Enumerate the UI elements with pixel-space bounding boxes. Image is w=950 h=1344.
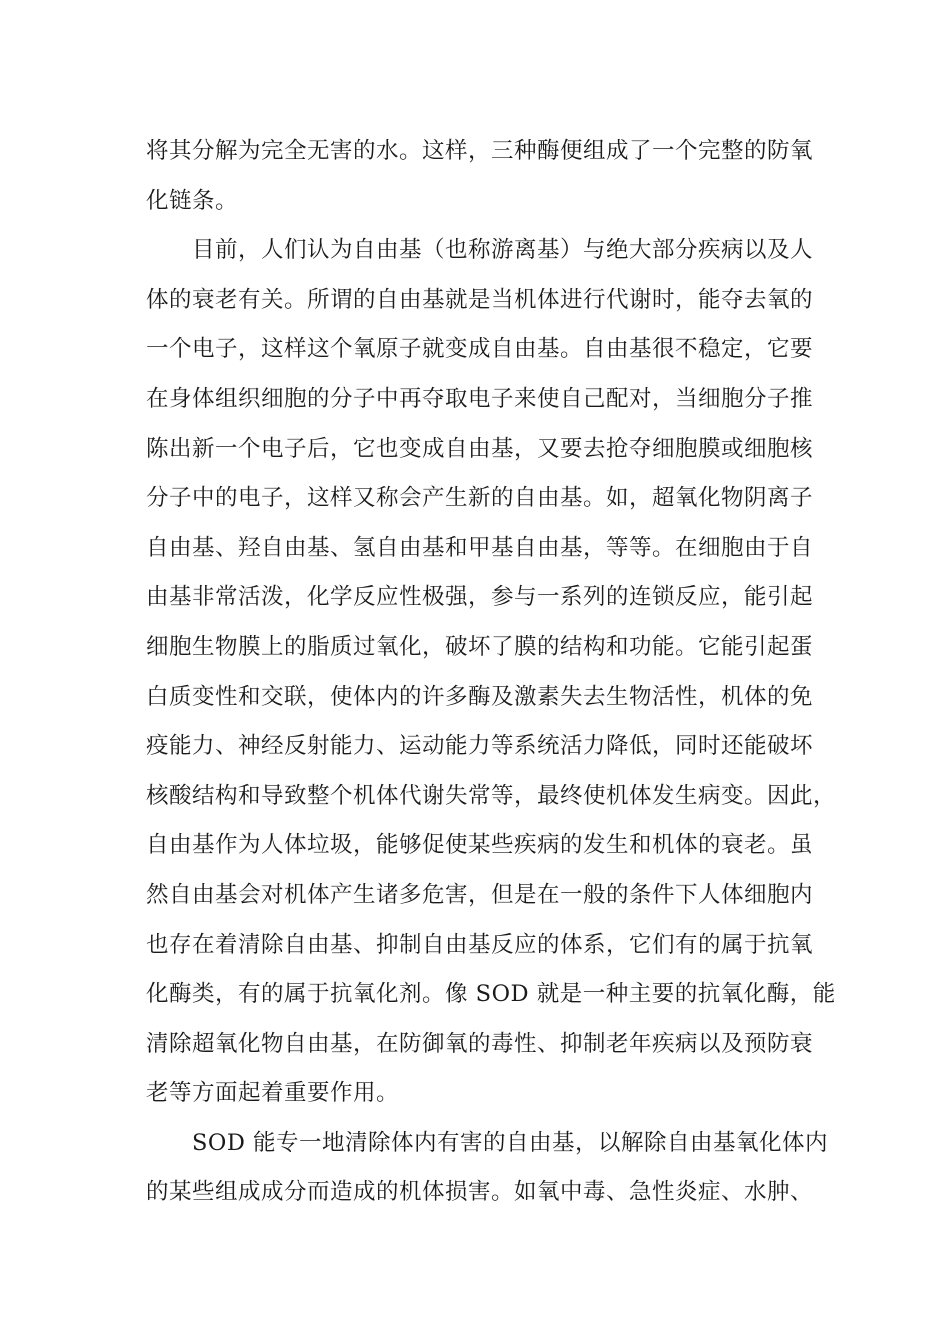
text-line: 老等方面起着重要作用。	[146, 1080, 400, 1107]
text-line: 由基非常活泼，化学反应性极强，参与一系列的连锁反应，能引起	[146, 584, 814, 611]
body-text	[146, 127, 837, 1218]
text-line: 陈出新一个电子后，它也变成自由基，又要去抢夺细胞膜或细胞核	[146, 435, 814, 462]
text-line: 体的衰老有关。所谓的自由基就是当机体进行代谢时，能夺去氧的	[146, 286, 814, 313]
text-line: 疫能力、神经反射能力、运动能力等系统活力降低，同时还能破坏	[146, 733, 814, 760]
text-line: 白质变性和交联，使体内的许多酶及激素失去生物活性，机体的免	[146, 683, 814, 710]
text-line: 清除超氧化物自由基，在防御氧的毒性、抑制老年疾病以及预防衰	[146, 1030, 814, 1057]
text-line: 自由基、羟自由基、氢自由基和甲基自由基，等等。在细胞由于自	[146, 534, 814, 561]
text-line: 化链条。	[146, 187, 239, 214]
paragraph-start-line: SOD 能专一地清除体内有害的自由基，以解除自由基氧化体内	[192, 1129, 829, 1156]
text-line: 核酸结构和导致整个机体代谢失常等，最终使机体发生病变。因此，	[146, 782, 837, 809]
paragraph-start-line: 目前，人们认为自由基（也称游离基）与绝大部分疾病以及人	[192, 237, 814, 264]
text-line: 将其分解为完全无害的水。这样，三种酶便组成了一个完整的防氧	[146, 138, 814, 164]
text-line: 然自由基会对机体产生诸多危害，但是在一般的条件下人体细胞内	[146, 881, 814, 908]
text-line: 的某些组成成分而造成的机体损害。如氧中毒、急性炎症、水肿、	[146, 1179, 814, 1206]
text-line: 一个电子，这样这个氧原子就变成自由基。自由基很不稳定，它要	[146, 336, 814, 363]
text-line: 也存在着清除自由基、抑制自由基反应的体系，它们有的属于抗氧	[146, 931, 814, 958]
text-line: 化酶类，有的属于抗氧化剂。像 SOD 就是一种主要的抗氧化酶，能	[146, 981, 836, 1008]
text-line: 在身体组织细胞的分子中再夺取电子来使自己配对，当细胞分子推	[146, 385, 814, 412]
text-line: 自由基作为人体垃圾，能够促使某些疾病的发生和机体的衰老。虽	[146, 832, 814, 859]
text-line: 细胞生物膜上的脂质过氧化，破坏了膜的结构和功能。它能引起蛋	[146, 633, 814, 660]
text-line: 分子中的电子，这样又称会产生新的自由基。如，超氧化物阴离子	[146, 485, 814, 512]
